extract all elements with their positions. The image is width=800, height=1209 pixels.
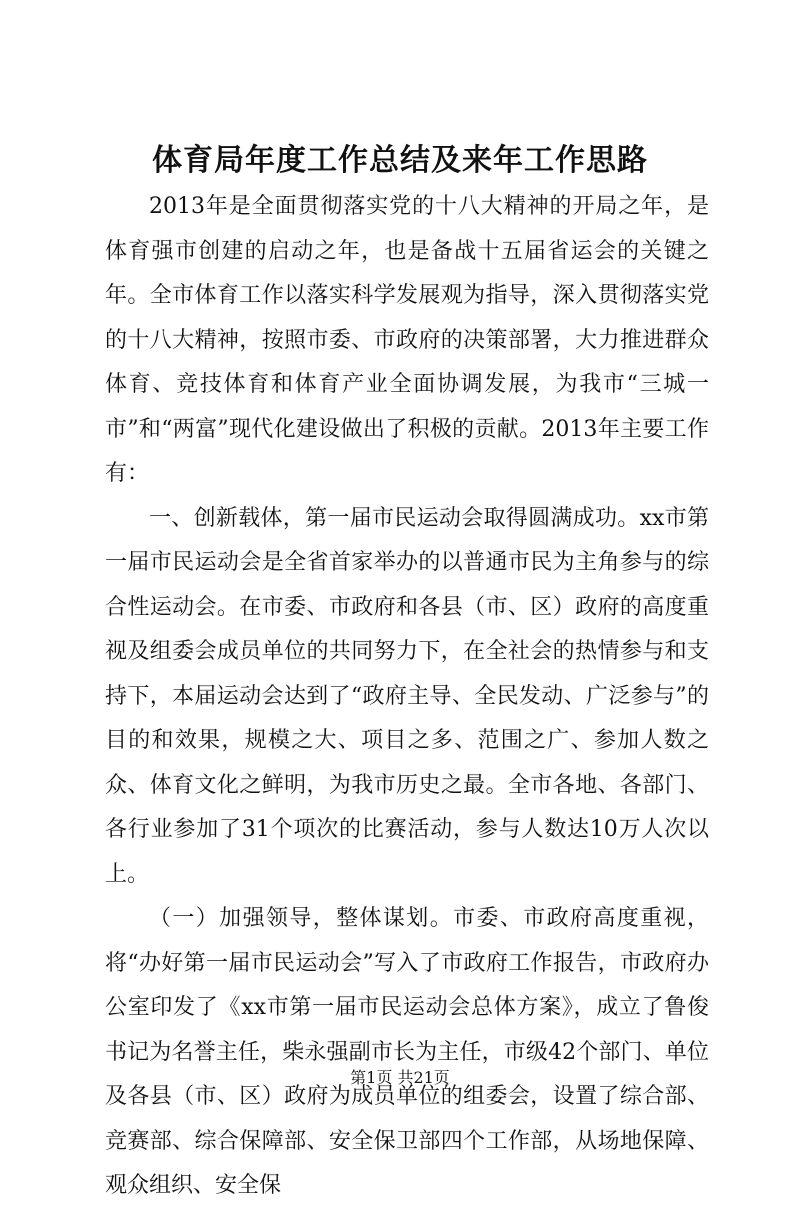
paragraph-section-1: 一、创新载体，第一届市民运动会取得圆满成功。xx市第一届市民运动会是全省首家举办的以普通市民为主角参与的综合性运动会。在市委、市政府和各县（市、区）政府的高度重视及组委会成员单位的共同努力下，在全社会的热情参与和支持下，本届运动会达到了“政府主导、全民发动、广泛参与”的目的和效果，规模之大、项目之多、范围之广、参加人数之众、体育文化之鲜明，为我市历史之最。全市各地、各部门、各行业参加了31个项次的比赛活动，参与人数达10万人次以上。 <box>105 505 709 887</box>
paragraph-subsection-1: （一）加强领导，整体谋划。市委、市政府高度重视，将“办好第一届市民运动会”写入了市政府工作报告，市政府办公室印发了《xx市第一届市民运动会总体方案》，成立了鲁俊书记为名誉主任，柴永强副市长为主任，市级42个部门、单位及各县（市、区）政府为成员单位的组委会，设置了综合部、竞赛部、综合保障部、安全保卫部四个工作部，从场地保障、观众组织、安全保 <box>105 906 709 1198</box>
paragraph-intro: 2013年是全面贯彻落实党的十八大精神的开局之年，是体育强市创建的启动之年，也是备战十五届省运会的关键之年。全市体育工作以落实科学发展观为指导，深入贯彻落实党的十八大精神，按照市委、市政府的决策部署，大力推进群众体育、竞技体育和体育产业全面协调发展，为我市“三城一市”和“两富”现代化建设做出了积极的贡献。2013年主要工作有： <box>105 194 709 486</box>
document-body <box>105 185 709 1209</box>
document-title: 体育局年度工作总结及来年工作思路 <box>152 143 648 178</box>
page-number-footer: 第1页 共21页 <box>350 1068 450 1087</box>
